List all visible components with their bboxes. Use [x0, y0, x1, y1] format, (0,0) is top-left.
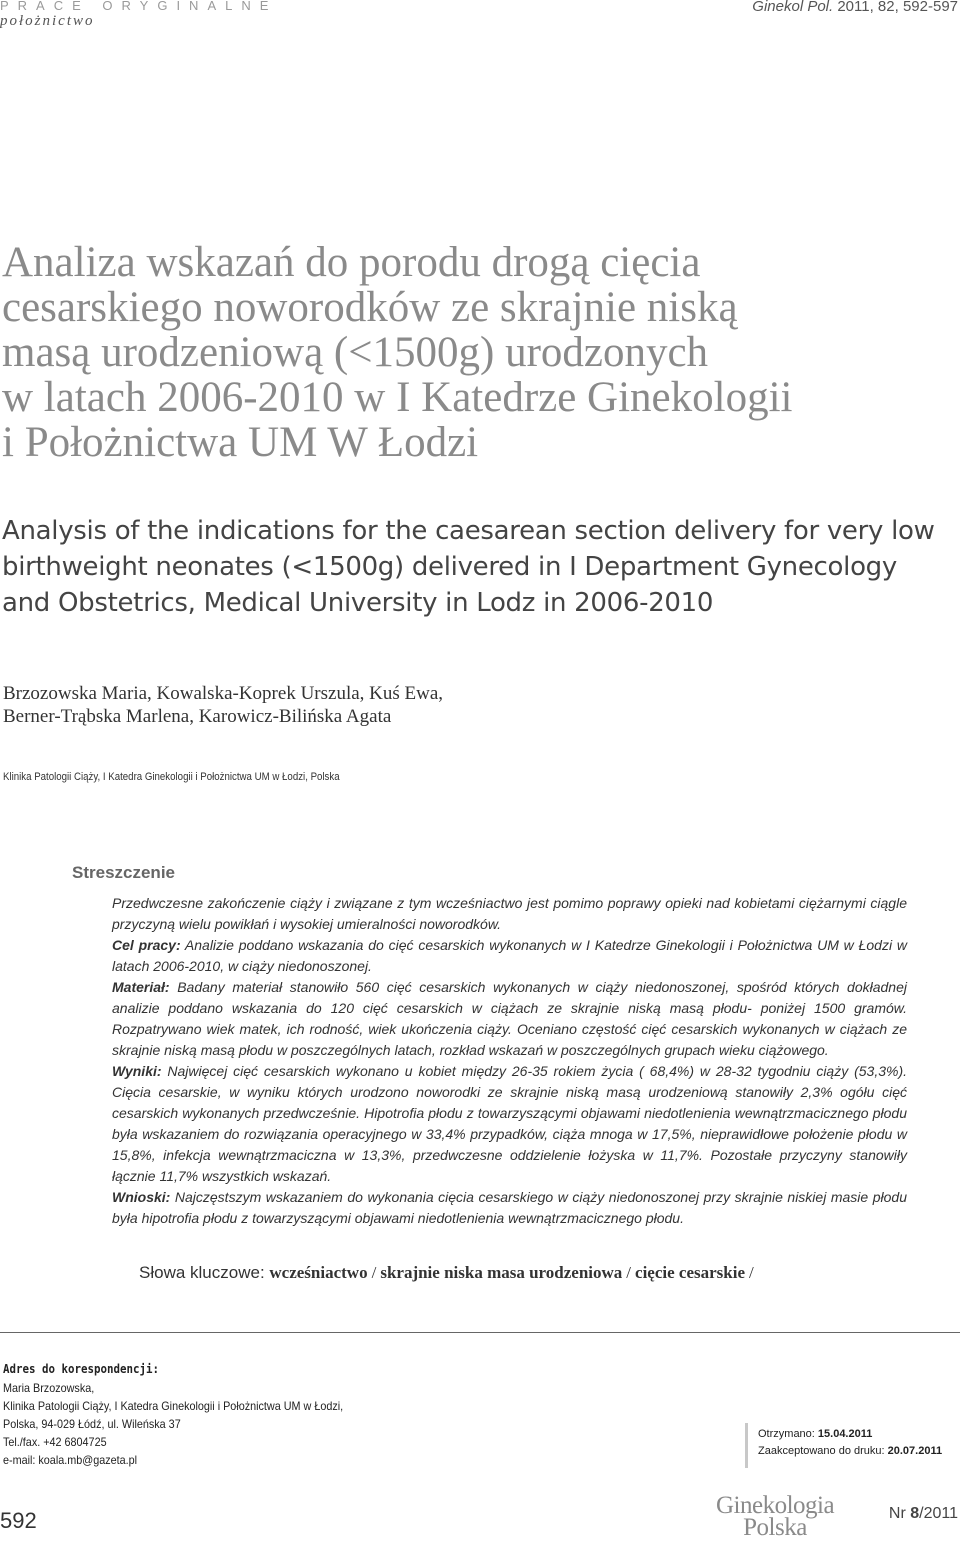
- aim-label: Cel pracy:: [112, 937, 181, 953]
- title-en-line: Analysis of the indications for the caesarean section delivery for very low: [2, 516, 935, 546]
- material-label: Materiał:: [112, 979, 170, 995]
- authors-line: Brzozowska Maria, Kowalska-Koprek Urszula, Kuś Ewa,: [3, 683, 444, 704]
- subsection-label: położnictwo: [0, 13, 95, 29]
- conclusions-text: Najczęstszym wskazaniem do wykonania cięcia cesarskiego w ciąży niedonoszonej przy skrajnie niskiej masie płodu była hipotrofia płodu z towarzyszącymi objawami niedotlenienia wewnątrzmacicznego płodu.: [112, 1189, 907, 1226]
- accepted-date: [758, 1443, 942, 1460]
- keyword-separator: /: [371, 1263, 377, 1282]
- results-label: Wyniki:: [112, 1063, 162, 1079]
- title-polish: [2, 240, 942, 465]
- title-pl-line: masą urodzeniową (<1500g) urodzonych: [2, 329, 709, 376]
- authors: [3, 682, 443, 728]
- correspondence-line: Tel./fax. +42 6804725: [3, 1435, 107, 1449]
- issue-prefix: Nr: [888, 1505, 911, 1522]
- aim-text: Analizie poddano wskazania do cięć cesarskich wykonanych w I Katedrze Ginekologii i Położnictwa UM w Łodzi w latach 2006-2010, w ciąży niedonoszonej.: [112, 937, 907, 974]
- journal-abbrev: Ginekol Pol.: [752, 0, 834, 15]
- journal-logo: [716, 1492, 835, 1541]
- accepted-value: 20.07.2011: [887, 1445, 943, 1457]
- received-value: 15.04.2011: [817, 1428, 873, 1440]
- logo-line: Ginekologia: [716, 1492, 835, 1519]
- title-pl-line: Analiza wskazań do porodu drogą cięcia: [2, 239, 701, 286]
- authors-line: Berner-Trąbska Marlena, Karowicz-Bilińska Agata: [3, 706, 392, 727]
- material-text: Badany materiał stanowiło 560 cięć cesarskich wykonanych w ciąży niedonoszonej, spośród których dokładnej analizie poddano wskazania do 120 cięć cesarskich w ciążach ze skrajnie niską masą płodu- poniżej 1500 gramów. Rozpatrywano wiek matek, ich rodność, wiek ukończenia ciąży. Oceniano częstość cięć cesarskich wykonanych w ciążach ze skrajnie niską masą płodu w poszczególnych latach, rozkład wskazań w poszczególnych grupach wieku ciążowego.: [112, 979, 907, 1058]
- keywords-label: Słowa kluczowe:: [139, 1263, 270, 1282]
- received-date: [758, 1426, 942, 1443]
- abstract-aim: [112, 935, 907, 977]
- title-en-line: and Obstetrics, Medical University in Lodz in 2006-2010: [2, 588, 714, 618]
- correspondence-line: Maria Brzozowska,: [3, 1381, 95, 1395]
- journal-citation: [752, 0, 958, 15]
- logo-line: Polska: [743, 1514, 807, 1541]
- title-en-line: birthweight neonates (<1500g) delivered in I Department Gynecology: [2, 552, 897, 582]
- affiliation: Klinika Patologii Ciąży, I Katedra Ginekologii i Położnictwa UM w Łodzi, Polska: [3, 771, 340, 783]
- dates-block: [758, 1426, 942, 1460]
- keywords: [139, 1263, 758, 1283]
- title-pl-line: cesarskiego noworodków ze skrajnie niską: [2, 284, 738, 331]
- keyword-item: cięcie cesarskie: [635, 1263, 745, 1282]
- conclusions-label: Wnioski:: [112, 1189, 171, 1205]
- citation-details: 2011, 82, 592-597: [833, 0, 958, 15]
- page-number: 592: [0, 1508, 37, 1533]
- section-tag: PRACE ORYGINALNE: [0, 0, 278, 13]
- abstract-body: [112, 893, 907, 1229]
- title-pl-line: i Położnictwa UM W Łodzi: [2, 419, 479, 466]
- dates-bar: [745, 1423, 748, 1468]
- correspondence-line: Klinika Patologii Ciąży, I Katedra Ginekologii i Położnictwa UM w Łodzi,: [3, 1399, 344, 1413]
- title-english: [2, 513, 942, 621]
- keyword-item: skrajnie niska masa urodzeniowa: [380, 1263, 623, 1282]
- keyword-separator: /: [626, 1263, 632, 1282]
- title-pl-line: w latach 2006-2010 w I Katedrze Ginekologii: [2, 374, 793, 421]
- abstract-heading: Streszczenie: [72, 863, 175, 882]
- keyword-separator: /: [749, 1263, 754, 1282]
- correspondence-line: Polska, 94-029 Łódź, ul. Wileńska 37: [3, 1417, 181, 1431]
- issue-number: [889, 1505, 958, 1523]
- divider: [0, 1332, 960, 1333]
- keyword-item: wcześniactwo: [269, 1263, 368, 1282]
- correspondence-block: [3, 1360, 381, 1469]
- accepted-label: Zaakceptowano do druku:: [758, 1445, 888, 1457]
- abstract-material: [112, 977, 907, 1061]
- issue-year: /2011: [919, 1505, 958, 1522]
- abstract-conclusions: [112, 1187, 907, 1229]
- abstract-intro: Przedwczesne zakończenie ciąży i związane z tym wcześniactwo jest pomimo poprawy opieki nad kobietami ciężarnymi ciągle przyczyną wielu powikłań i wysokiej umieralności noworodków.: [112, 895, 907, 932]
- received-label: Otrzymano:: [758, 1428, 818, 1440]
- correspondence-email[interactable]: e-mail: koala.mb@gazeta.pl: [3, 1453, 138, 1467]
- issue-num: 8: [910, 1505, 920, 1522]
- results-text: Najwięcej cięć cesarskich wykonano u kobiet między 26-35 rokiem życia ( 68,4%) w 28-32 tygodniu ciąży (53,3%). Cięcia cesarskie, w wyniku których urodzono noworodki ze skrajnie niską masą urodzeniową stanowiły 2,3% ogółu cięć cesarskich wykonanych przedwcześnie. Hipotrofia płodu z towarzyszącymi objawami niedotlenienia wewnątrzmacicznego płodu była wskazaniem do rozwiązania operacyjnego w 33,4% przypadków, ciąża mnoga w 17,5%, nieprawidłowe położenie płodu w 15,8%, infekcja wewnątrzmaciczna w 13,3%, przedwczesne oddzielenie łożyska w 11,7%. Pozostałe przyczyny stanowiły łącznie 11,7% wszystkich wskazań.: [112, 1063, 907, 1184]
- correspondence-label: Adres do korespondencji:: [3, 1362, 160, 1376]
- abstract-results: [112, 1061, 907, 1187]
